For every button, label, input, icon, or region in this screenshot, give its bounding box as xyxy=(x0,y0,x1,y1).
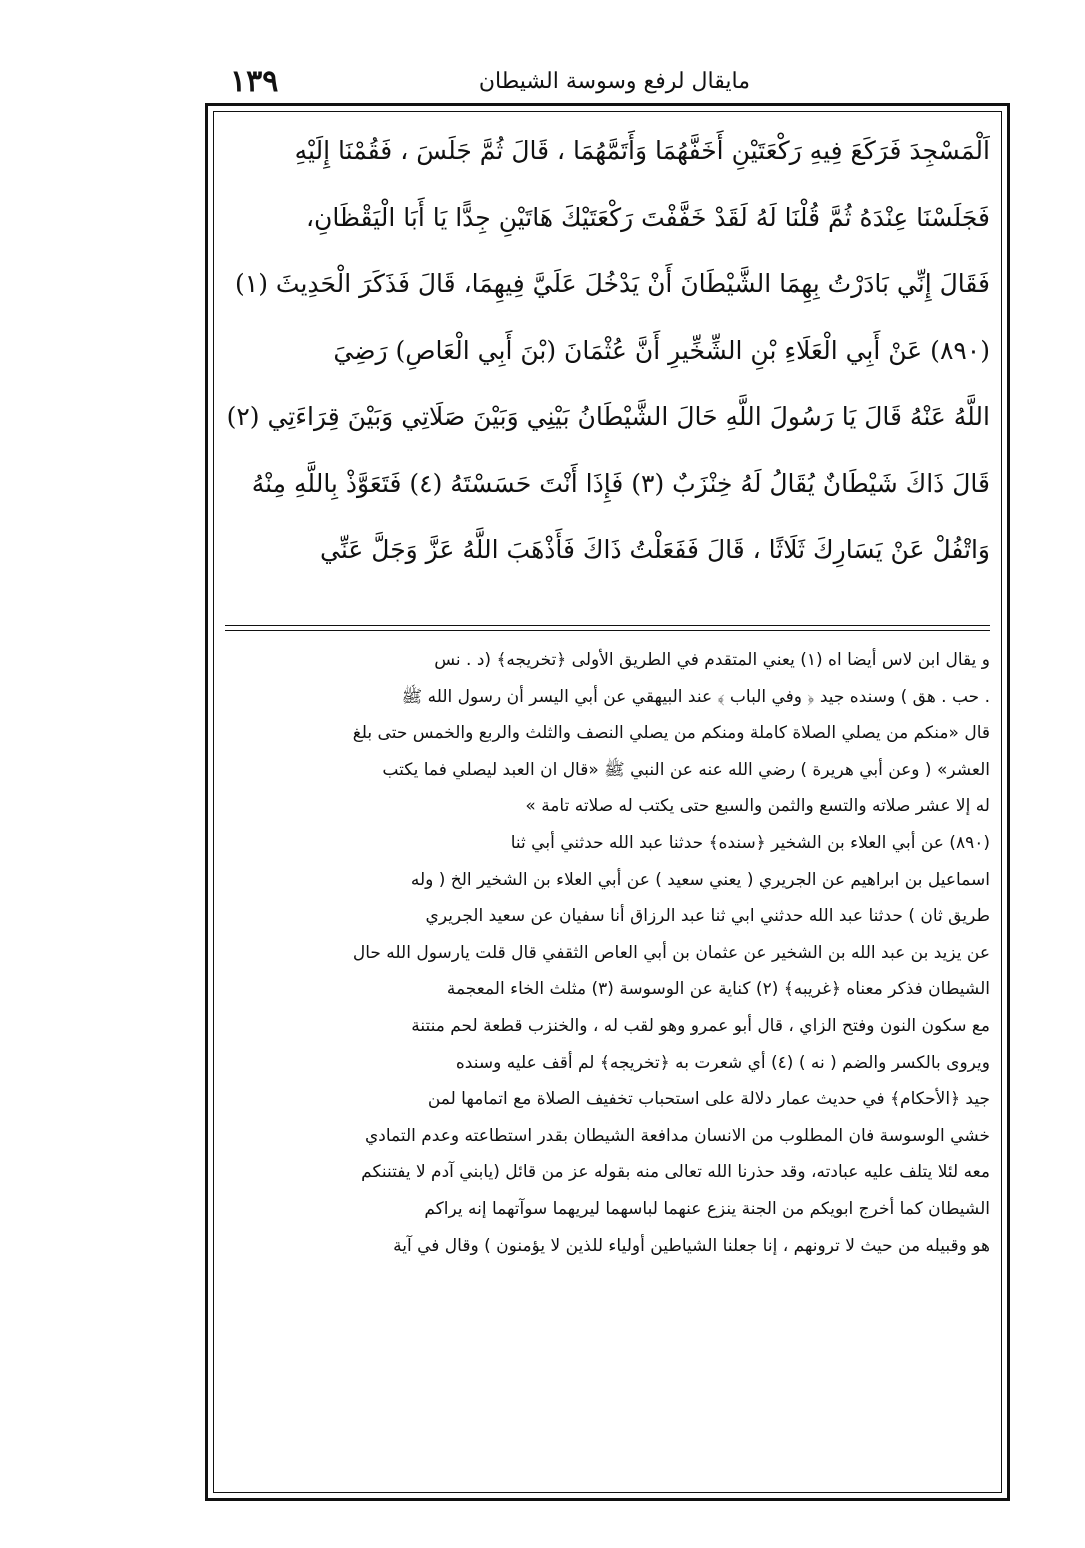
hadith-line: (٨٩٠) عَنْ أَبِي الْعَلَاءِ بْنِ الشِّخِّيرِ أَنَّ عُثْمَانَ (بْنَ أَبِي الْعَاصِ) رَضِيَ xyxy=(333,335,990,365)
running-title: مايقال لرفع وسوسة الشيطان xyxy=(478,69,750,94)
hadith-line: فَجَلَسْنَا عِنْدَهُ ثُمَّ قُلْنَا لَهُ لَقَدْ خَفَّفْتَ رَكْعَتَيْكَ هَاتَيْنِ جِدًّا يَا أَبَا الْيَقْظَانِ، xyxy=(305,202,990,232)
commentary-line: خشي الوسوسة فان المطلوب من الانسان مدافعة الشيطان بقدر استطاعته وعدم التمادي xyxy=(364,1125,990,1146)
hadith-line: فَقَالَ إِنِّي بَادَرْتُ بِهِمَا الشَّيْطَانَ أَنْ يَدْخُلَ عَلَيَّ فِيهِمَا، قَالَ فَذَكَرَ الْحَدِيثَ (١) xyxy=(235,269,990,298)
page-header xyxy=(230,62,750,102)
section-divider-top xyxy=(225,625,990,626)
commentary-line: اسماعيل بن ابراهيم عن الجريري ( يعني سعيد ) عن أبي العلاء بن الشخير الخ ( وله xyxy=(410,869,990,890)
section-divider-bottom xyxy=(225,630,990,631)
commentary-line: قال «منكم من يصلي الصلاة كاملة ومنكم من يصلي النصف والثلث والربع والخمس حتى بلغ xyxy=(352,723,990,744)
hadith-line: اَلْمَسْجِدَ فَرَكَعَ فِيهِ رَكْعَتَيْنِ أَخَفَّهُمَا وَأَتَمَّهُمَا ، قَالَ ثُمَّ جَلَسَ ، فَقُمْنَا إِلَيْهِ xyxy=(294,136,990,165)
commentary-line: طريق ثان ) حدثنا عبد الله حدثني ابي ثنا عبد الرزاق أنا سفيان عن سعيد الجريري xyxy=(425,906,990,927)
hadith-line: قَالَ ذَاكَ شَيْطَانٌ يُقَالُ لَهُ خِنْزَبٌ (٣) فَإِذَا أَنْتَ حَسَسْتَهُ (٤) فَتَعَوَّذْ بِاللَّهِ مِنْهُ xyxy=(251,468,990,498)
commentary-line: جيد ﴿الأحكام﴾ في حديث عمار دلالة على استحباب تخفيف الصلاة مع اتمامها لمن xyxy=(427,1089,990,1110)
commentary-line: (٨٩٠) عن أبي العلاء بن الشخير ﴿سنده﴾ حدثنا عبد الله حدثني أبي ثنا xyxy=(510,832,990,853)
commentary-line: و يقال ابن لاس أيضا اه (١) يعني المتقدم في الطريق الأولى ﴿تخريجه﴾ (د . نس xyxy=(434,650,990,670)
commentary-line: ويروى بالكسر والضم ( نه ) (٤) أي شعرت به ﴿تخريجه﴾ لم أقف عليه وسنده xyxy=(455,1052,990,1073)
commentary-line: الشيطان فذكر معناه ﴿غريبه﴾ (٢) كناية عن الوسوسة (٣) مثلث الخاء المعجمة xyxy=(446,979,990,1000)
commentary-line: عن يزيد بن عبد الله بن الشخير عن عثمان بن أبي العاص الثقفي قال قلت يارسول الله حال xyxy=(352,942,990,963)
commentary-line: له إلا عشر صلاته والتسع والثمن والسبع حتى يكتب له صلاته تامة » xyxy=(525,796,990,817)
commentary-line: مع سكون النون وفتح الزاي ، قال أبو عمرو وهو لقب له ، والخنزب قطعة لحم منتنة xyxy=(411,1015,990,1036)
commentary-line: هو وقبيله من حيث لا ترونهم ، إنا جعلنا الشياطين أولياء للذين لا يؤمنون ) وقال في آية xyxy=(393,1235,990,1256)
hadith-line: اللَّهُ عَنْهُ قَالَ يَا رَسُولَ اللَّهِ حَالَ الشَّيْطَانُ بَيْنِي وَبَيْنَ صَلَاتِي وَبَيْنَ قِرَاءَتِي (٢) xyxy=(226,402,990,431)
commentary-line: . حب . هق ) وسنده جيد ﴿ وفي الباب ﴾ عند البيهقي عن أبي اليسر أن رسول الله ﷺ xyxy=(401,686,990,707)
hadith-line: وَاتْفُلْ عَنْ يَسَارِكَ ثَلَاثًا ، قَالَ فَفَعَلْتُ ذَاكَ فَأَذْهَبَ اللَّهُ عَزَّ وَجَلَّ عَنِّي xyxy=(320,535,990,564)
commentary-line: الشيطان كما أخرج ابويكم من الجنة ينزع عنهما لباسهما ليريهما سوآتهما إنه يراكم xyxy=(424,1198,990,1219)
commentary-text xyxy=(225,642,990,1264)
commentary-line: معه لئلا يتلف عليه عبادته، وقد حذرنا الله تعالى منه بقوله عز من قائل (يابني آدم لا يفتننكم xyxy=(361,1162,990,1183)
commentary-line: العشر» ( وعن أبي هريرة ) رضي الله عنه عن النبي ﷺ «قال ان العبد ليصلي فما يكتب xyxy=(382,759,990,780)
page-number: ١٣٩ xyxy=(230,64,279,99)
hadith-text xyxy=(225,118,990,584)
